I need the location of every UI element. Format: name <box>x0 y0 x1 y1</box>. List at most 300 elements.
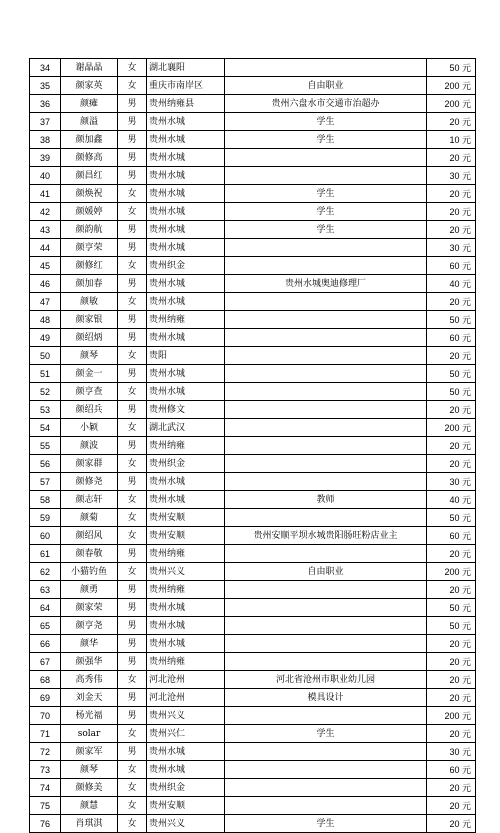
amount-cell: 20 元 <box>427 725 476 743</box>
name-cell: 颜韵航 <box>61 221 118 239</box>
name-cell: 杨光福 <box>61 707 118 725</box>
row-number-cell: 45 <box>30 257 61 275</box>
table-row <box>30 761 476 779</box>
region-cell: 贵州水城 <box>147 293 225 311</box>
table-row <box>30 473 476 491</box>
amount-cell: 200 元 <box>427 563 476 581</box>
region-cell: 湖北武汉 <box>147 419 225 437</box>
row-number-cell: 56 <box>30 455 61 473</box>
region-cell: 贵州安顺 <box>147 527 225 545</box>
name-cell: 颜修美 <box>61 779 118 797</box>
name-cell: 颜家军 <box>61 743 118 761</box>
sex-cell: 女 <box>118 419 147 437</box>
row-number-cell: 75 <box>30 797 61 815</box>
amount-cell: 50 元 <box>427 617 476 635</box>
occupation-cell <box>225 383 427 401</box>
amount-cell: 30 元 <box>427 743 476 761</box>
table-row <box>30 527 476 545</box>
table-row <box>30 599 476 617</box>
occupation-cell: 贵州六盘水市交通市治超办 <box>225 95 427 113</box>
region-cell: 贵州纳雍 <box>147 581 225 599</box>
occupation-cell: 学生 <box>225 185 427 203</box>
name-cell: 颜家英 <box>61 77 118 95</box>
sex-cell: 男 <box>118 221 147 239</box>
row-number-cell: 34 <box>30 59 61 77</box>
sex-cell: 男 <box>118 599 147 617</box>
sex-cell: 男 <box>118 401 147 419</box>
name-cell: 高秀伟 <box>61 671 118 689</box>
amount-cell: 40 元 <box>427 275 476 293</box>
table-row <box>30 365 476 383</box>
region-cell: 贵州水城 <box>147 275 225 293</box>
sex-cell: 女 <box>118 383 147 401</box>
amount-cell: 20 元 <box>427 581 476 599</box>
row-number-cell: 50 <box>30 347 61 365</box>
row-number-cell: 37 <box>30 113 61 131</box>
amount-cell: 20 元 <box>427 113 476 131</box>
table-row <box>30 689 476 707</box>
sex-cell: 女 <box>118 671 147 689</box>
amount-cell: 20 元 <box>427 185 476 203</box>
sex-cell: 男 <box>118 311 147 329</box>
region-cell: 贵州织金 <box>147 455 225 473</box>
sex-cell: 女 <box>118 779 147 797</box>
sex-cell: 男 <box>118 653 147 671</box>
name-cell: 颜琴 <box>61 347 118 365</box>
sex-cell: 女 <box>118 77 147 95</box>
row-number-cell: 51 <box>30 365 61 383</box>
amount-cell: 20 元 <box>427 455 476 473</box>
region-cell: 贵州兴仁 <box>147 725 225 743</box>
region-cell: 贵州水城 <box>147 365 225 383</box>
table-row <box>30 149 476 167</box>
amount-cell: 30 元 <box>427 167 476 185</box>
table-row <box>30 401 476 419</box>
sex-cell: 女 <box>118 347 147 365</box>
region-cell: 贵州兴义 <box>147 707 225 725</box>
row-number-cell: 71 <box>30 725 61 743</box>
occupation-cell: 河北省沧州市职业幼儿园 <box>225 671 427 689</box>
occupation-cell: 学生 <box>225 203 427 221</box>
occupation-cell <box>225 59 427 77</box>
table-row <box>30 581 476 599</box>
row-number-cell: 38 <box>30 131 61 149</box>
table-row <box>30 257 476 275</box>
row-number-cell: 64 <box>30 599 61 617</box>
name-cell: 颜修红 <box>61 257 118 275</box>
table-row <box>30 671 476 689</box>
amount-cell: 20 元 <box>427 653 476 671</box>
occupation-cell <box>225 311 427 329</box>
row-number-cell: 70 <box>30 707 61 725</box>
name-cell: 颜绍炳 <box>61 329 118 347</box>
name-cell: 颜媛婷 <box>61 203 118 221</box>
table-row <box>30 455 476 473</box>
region-cell: 贵州安顺 <box>147 797 225 815</box>
amount-cell: 20 元 <box>427 203 476 221</box>
row-number-cell: 42 <box>30 203 61 221</box>
sex-cell: 男 <box>118 149 147 167</box>
row-number-cell: 54 <box>30 419 61 437</box>
name-cell: 颜华 <box>61 635 118 653</box>
occupation-cell: 教师 <box>225 491 427 509</box>
sex-cell: 女 <box>118 527 147 545</box>
name-cell: 颜亨荣 <box>61 239 118 257</box>
occupation-cell <box>225 707 427 725</box>
amount-cell: 20 元 <box>427 437 476 455</box>
row-number-cell: 59 <box>30 509 61 527</box>
name-cell: 颜修尧 <box>61 473 118 491</box>
amount-cell: 20 元 <box>427 635 476 653</box>
region-cell: 贵州水城 <box>147 383 225 401</box>
region-cell: 贵州水城 <box>147 203 225 221</box>
table-row <box>30 311 476 329</box>
table-row <box>30 707 476 725</box>
sex-cell: 女 <box>118 761 147 779</box>
sex-cell: 女 <box>118 59 147 77</box>
table-row <box>30 563 476 581</box>
occupation-cell <box>225 617 427 635</box>
occupation-cell <box>225 329 427 347</box>
row-number-cell: 48 <box>30 311 61 329</box>
occupation-cell <box>225 581 427 599</box>
region-cell: 贵州修文 <box>147 401 225 419</box>
name-cell: 颜瘫 <box>61 95 118 113</box>
sex-cell: 女 <box>118 563 147 581</box>
occupation-cell: 学生 <box>225 131 427 149</box>
region-cell: 贵州水城 <box>147 221 225 239</box>
sex-cell: 男 <box>118 167 147 185</box>
name-cell: 小猫钓鱼 <box>61 563 118 581</box>
sex-cell: 男 <box>118 707 147 725</box>
amount-cell: 20 元 <box>427 149 476 167</box>
occupation-cell <box>225 347 427 365</box>
region-cell: 贵州水城 <box>147 113 225 131</box>
row-number-cell: 61 <box>30 545 61 563</box>
sex-cell: 男 <box>118 437 147 455</box>
name-cell: 颜家银 <box>61 311 118 329</box>
table-row <box>30 815 476 833</box>
occupation-cell: 贵州安顺平坝水城贵阳肠旺粉店业主 <box>225 527 427 545</box>
sex-cell: 女 <box>118 491 147 509</box>
region-cell: 重庆市南岸区 <box>147 77 225 95</box>
name-cell: 颜琴 <box>61 761 118 779</box>
sex-cell: 男 <box>118 743 147 761</box>
amount-cell: 200 元 <box>427 77 476 95</box>
name-cell: 谢晶晶 <box>61 59 118 77</box>
table-row <box>30 779 476 797</box>
name-cell: 颜绍兵 <box>61 401 118 419</box>
table-row <box>30 653 476 671</box>
amount-cell: 50 元 <box>427 509 476 527</box>
region-cell: 贵州水城 <box>147 635 225 653</box>
occupation-cell <box>225 635 427 653</box>
row-number-cell: 35 <box>30 77 61 95</box>
table-row <box>30 509 476 527</box>
amount-cell: 60 元 <box>427 257 476 275</box>
sex-cell: 男 <box>118 275 147 293</box>
amount-cell: 20 元 <box>427 545 476 563</box>
row-number-cell: 39 <box>30 149 61 167</box>
sex-cell: 男 <box>118 95 147 113</box>
row-number-cell: 72 <box>30 743 61 761</box>
table-row <box>30 77 476 95</box>
row-number-cell: 62 <box>30 563 61 581</box>
region-cell: 贵州水城 <box>147 617 225 635</box>
occupation-cell: 学生 <box>225 725 427 743</box>
row-number-cell: 46 <box>30 275 61 293</box>
table-row <box>30 437 476 455</box>
occupation-cell <box>225 365 427 383</box>
sex-cell: 男 <box>118 239 147 257</box>
row-number-cell: 41 <box>30 185 61 203</box>
name-cell: 颜波 <box>61 437 118 455</box>
table-row <box>30 113 476 131</box>
occupation-cell <box>225 455 427 473</box>
amount-cell: 50 元 <box>427 365 476 383</box>
row-number-cell: 76 <box>30 815 61 833</box>
sex-cell: 女 <box>118 185 147 203</box>
amount-cell: 50 元 <box>427 599 476 617</box>
occupation-cell: 贵州水城奥迪修理厂 <box>225 275 427 293</box>
sex-cell: 女 <box>118 257 147 275</box>
name-cell: 颜绍风 <box>61 527 118 545</box>
table-row <box>30 59 476 77</box>
occupation-cell <box>225 779 427 797</box>
amount-cell: 20 元 <box>427 401 476 419</box>
sex-cell: 男 <box>118 131 147 149</box>
name-cell: 颜修高 <box>61 149 118 167</box>
region-cell: 河北沧州 <box>147 671 225 689</box>
amount-cell: 50 元 <box>427 383 476 401</box>
table-row <box>30 131 476 149</box>
name-cell: 颜焕祝 <box>61 185 118 203</box>
table-row <box>30 545 476 563</box>
table-row <box>30 239 476 257</box>
sex-cell: 男 <box>118 617 147 635</box>
occupation-cell <box>225 293 427 311</box>
region-cell: 贵州纳雍县 <box>147 95 225 113</box>
region-cell: 贵州水城 <box>147 473 225 491</box>
amount-cell: 50 元 <box>427 59 476 77</box>
table-row <box>30 167 476 185</box>
row-number-cell: 55 <box>30 437 61 455</box>
name-cell: 颜慧 <box>61 797 118 815</box>
region-cell: 贵州纳雍 <box>147 311 225 329</box>
table-row <box>30 383 476 401</box>
amount-cell: 10 元 <box>427 131 476 149</box>
name-cell: 颜加鑫 <box>61 131 118 149</box>
table-row <box>30 95 476 113</box>
amount-cell: 60 元 <box>427 329 476 347</box>
row-number-cell: 74 <box>30 779 61 797</box>
amount-cell: 20 元 <box>427 221 476 239</box>
row-number-cell: 36 <box>30 95 61 113</box>
sex-cell: 男 <box>118 635 147 653</box>
name-cell: 颜溢 <box>61 113 118 131</box>
occupation-cell <box>225 509 427 527</box>
occupation-cell: 学生 <box>225 815 427 833</box>
donation-table-body <box>30 59 476 833</box>
amount-cell: 20 元 <box>427 815 476 833</box>
name-cell: 颜勇 <box>61 581 118 599</box>
occupation-cell <box>225 419 427 437</box>
region-cell: 贵州织金 <box>147 779 225 797</box>
sex-cell: 女 <box>118 203 147 221</box>
region-cell: 贵州安顺 <box>147 509 225 527</box>
row-number-cell: 44 <box>30 239 61 257</box>
sex-cell: 男 <box>118 581 147 599</box>
table-row <box>30 275 476 293</box>
region-cell: 贵州水城 <box>147 329 225 347</box>
occupation-cell <box>225 797 427 815</box>
row-number-cell: 49 <box>30 329 61 347</box>
name-cell: 颜亨查 <box>61 383 118 401</box>
region-cell: 贵州水城 <box>147 599 225 617</box>
table-row <box>30 347 476 365</box>
table-row <box>30 203 476 221</box>
region-cell: 贵州纳雍 <box>147 653 225 671</box>
sex-cell: 男 <box>118 545 147 563</box>
table-row <box>30 797 476 815</box>
sex-cell: 女 <box>118 815 147 833</box>
row-number-cell: 63 <box>30 581 61 599</box>
region-cell: 贵州水城 <box>147 185 225 203</box>
occupation-cell <box>225 545 427 563</box>
row-number-cell: 69 <box>30 689 61 707</box>
row-number-cell: 67 <box>30 653 61 671</box>
row-number-cell: 65 <box>30 617 61 635</box>
region-cell: 贵州水城 <box>147 131 225 149</box>
name-cell: 颜金一 <box>61 365 118 383</box>
amount-cell: 200 元 <box>427 707 476 725</box>
table-row <box>30 185 476 203</box>
region-cell: 贵州纳雍 <box>147 545 225 563</box>
amount-cell: 30 元 <box>427 239 476 257</box>
sex-cell: 女 <box>118 293 147 311</box>
occupation-cell <box>225 149 427 167</box>
amount-cell: 20 元 <box>427 293 476 311</box>
region-cell: 贵州纳雍 <box>147 437 225 455</box>
occupation-cell: 模具设计 <box>225 689 427 707</box>
region-cell: 贵州水城 <box>147 761 225 779</box>
sex-cell: 男 <box>118 365 147 383</box>
region-cell: 贵州水城 <box>147 239 225 257</box>
row-number-cell: 47 <box>30 293 61 311</box>
occupation-cell <box>225 257 427 275</box>
occupation-cell <box>225 167 427 185</box>
occupation-cell: 自由职业 <box>225 563 427 581</box>
name-cell: 刘金天 <box>61 689 118 707</box>
table-row <box>30 491 476 509</box>
sex-cell: 男 <box>118 473 147 491</box>
occupation-cell <box>225 473 427 491</box>
amount-cell: 20 元 <box>427 779 476 797</box>
sex-cell: 男 <box>118 329 147 347</box>
region-cell: 湖北襄阳 <box>147 59 225 77</box>
table-row <box>30 419 476 437</box>
sex-cell: 女 <box>118 455 147 473</box>
amount-cell: 200 元 <box>427 95 476 113</box>
row-number-cell: 68 <box>30 671 61 689</box>
region-cell: 贵州兴义 <box>147 563 225 581</box>
amount-cell: 20 元 <box>427 689 476 707</box>
sex-cell: 男 <box>118 113 147 131</box>
occupation-cell <box>225 761 427 779</box>
occupation-cell: 自由职业 <box>225 77 427 95</box>
row-number-cell: 57 <box>30 473 61 491</box>
name-cell: 肖琪淇 <box>61 815 118 833</box>
region-cell: 贵州水城 <box>147 743 225 761</box>
name-cell: 颜强华 <box>61 653 118 671</box>
row-number-cell: 73 <box>30 761 61 779</box>
row-number-cell: 40 <box>30 167 61 185</box>
sex-cell: 女 <box>118 797 147 815</box>
occupation-cell <box>225 599 427 617</box>
table-row <box>30 725 476 743</box>
occupation-cell <box>225 653 427 671</box>
table-row <box>30 743 476 761</box>
amount-cell: 40 元 <box>427 491 476 509</box>
name-cell: 颜家荣 <box>61 599 118 617</box>
row-number-cell: 58 <box>30 491 61 509</box>
sex-cell: 男 <box>118 689 147 707</box>
name-cell: 颜加春 <box>61 275 118 293</box>
table-row <box>30 221 476 239</box>
name-cell: 小颖 <box>61 419 118 437</box>
table-row <box>30 329 476 347</box>
table-row <box>30 635 476 653</box>
occupation-cell: 学生 <box>225 221 427 239</box>
region-cell: 贵阳 <box>147 347 225 365</box>
row-number-cell: 53 <box>30 401 61 419</box>
occupation-cell <box>225 401 427 419</box>
region-cell: 贵州水城 <box>147 167 225 185</box>
name-cell: 颜菊 <box>61 509 118 527</box>
region-cell: 贵州织金 <box>147 257 225 275</box>
region-cell: 贵州水城 <box>147 149 225 167</box>
name-cell: 颜春敬 <box>61 545 118 563</box>
name-cell: 颜敏 <box>61 293 118 311</box>
occupation-cell <box>225 239 427 257</box>
name-cell: 颜家群 <box>61 455 118 473</box>
amount-cell: 60 元 <box>427 527 476 545</box>
donation-table <box>29 58 476 833</box>
sex-cell: 女 <box>118 509 147 527</box>
name-cell: 颜亨尧 <box>61 617 118 635</box>
amount-cell: 20 元 <box>427 347 476 365</box>
region-cell: 河北沧州 <box>147 689 225 707</box>
name-cell: 颜昌红 <box>61 167 118 185</box>
row-number-cell: 52 <box>30 383 61 401</box>
amount-cell: 20 元 <box>427 797 476 815</box>
amount-cell: 60 元 <box>427 761 476 779</box>
occupation-cell <box>225 743 427 761</box>
sex-cell: 女 <box>118 725 147 743</box>
table-row <box>30 293 476 311</box>
region-cell: 贵州兴义 <box>147 815 225 833</box>
region-cell: 贵州水城 <box>147 491 225 509</box>
occupation-cell: 学生 <box>225 113 427 131</box>
amount-cell: 20 元 <box>427 671 476 689</box>
table-row <box>30 617 476 635</box>
row-number-cell: 43 <box>30 221 61 239</box>
amount-cell: 200 元 <box>427 419 476 437</box>
amount-cell: 50 元 <box>427 311 476 329</box>
row-number-cell: 60 <box>30 527 61 545</box>
row-number-cell: 66 <box>30 635 61 653</box>
name-cell: solar <box>61 725 118 743</box>
